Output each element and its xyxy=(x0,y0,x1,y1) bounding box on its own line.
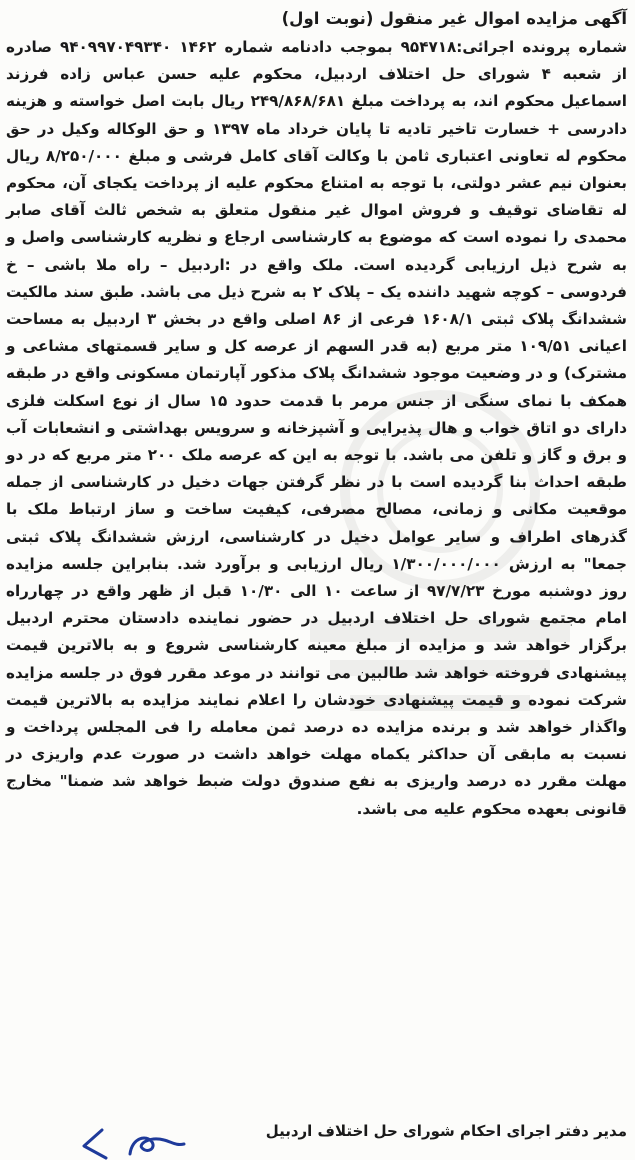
notice-text-block xyxy=(6,4,627,823)
signature-line: مدیر دفتر اجرای احکام شورای حل اختلاف اردبیل xyxy=(265,1122,627,1140)
handwritten-signature-icon xyxy=(72,1126,192,1160)
notice-title: آگهی مزایده اموال غیر منقول (نوبت اول) xyxy=(281,9,627,28)
notice-body: شماره پرونده اجرائی:۹۵۴۷۱۸ بموجب دادنامه شماره ۱۴۶۲ ۹۴۰۹۹۷۰۴۹۳۴۰ صادره از شعبه ۴ شورای حل اختلاف اردبیل، محکوم علیه حسن عباس زاده فرزند اسماعیل محکوم اند، به پرداخت مبلغ ۲۴۹/۸۶۸/۶۸۱ ریال بابت اصل خواسته و هزینه دادرسی + خسارت تاخیر تادیه تا پایان خرداد ماه ۱۳۹۷ و حق الوکاله وکیل در حق محکوم له تعاونی اعتباری ثامن با وکالت آقای کامل فرشی و مبلغ ۸/۲۵۰/۰۰۰ ریال بعنوان نیم عشر دولتی، با توجه به امتناع محکوم علیه از پرداخت یکجای آن، محکوم له تقاضای توقیف و فروش اموال غیر منقول متعلق به شخص ثالث آقای صابر محمدی را نموده است که موضوع به کارشناسی ارجاع و نظریه کارشناسی واصل و به شرح ذیل ارزیابی گردیده است. ملک واقع در :اردبیل – راه ملا باشی – خ فردوسی – کوچه شهید داننده یک – پلاک ۲ به شرح ذیل می باشد. طبق سند مالکیت ششدانگ پلاک ثبتی ۱۶۰۸/۱ فرعی از ۸۶ اصلی واقع در بخش ۳ اردبیل به مساحت اعیانی ۱۰۹/۵۱ متر مربع (به قدر السهم از عرصه کل و سایر قسمتهای مشاعی و مشترک) و در وضعیت موجود ششدانگ پلاک مذکور آپارتمان مسکونی واقع در طبقه همکف با نمای سنگی از جنس مرمر با قدمت حدود ۱۵ سال از نوع اسکلت فلزی دارای دو اتاق خواب و هال پذیرایی و آشپزخانه و سرویس بهداشتی و انشعابات آب و برق و گاز و تلفن می باشد. با توجه به این که عرصه ملک ۲۰۰ متر مربع که در دو طبقه احداث بنا گردیده است با در نظر گرفتن جهات دخیل در کارشناسی از جمله موقعیت مکانی و زمانی، مصالح مصرفی، کیفیت ساخت و ساز ارتباط ملک با گذرهای اطراف و سایر عوامل دخیل در کارشناسی، ارزش ششدانگ پلاک ثبتی جمعا" به ارزش ۱/۳۰۰/۰۰۰/۰۰۰ ریال ارزیابی و برآورد شد. بنابراین جلسه مزایده روز دوشنبه مورخ ۹۷/۷/۲۳ از ساعت ۱۰ الی ۱۰/۳۰ قبل از ظهر واقع در چهارراه امام مجتمع شورای حل اختلاف اردبیل در حضور نماینده دادستان محترم اردبیل برگزار خواهد شد و مزایده از مبلغ معینه کارشناسی شروع و به بالاترین قیمت پیشنهادی فروخته خواهد شد طالبین می توانند در موعد مقرر فوق در جلسه مزایده شرکت نموده و قیمت پیشنهادی خودشان را اعلام نمایند مزایده به بالاترین قیمت واگذار خواهد شد و برنده مزایده ده درصد ثمن معامله را فی المجلس پرداخت و نسبت به مابقی آن حداکثر یکماه مهلت خواهد داشت در صورت عدم واریزی در مهلت مقرر ده درصد واریزی به نفع صندوق دولت ضبط خواهد شد ضمنا" مخارج قانونی بعهده محکوم علیه می باشد. xyxy=(6,38,628,818)
